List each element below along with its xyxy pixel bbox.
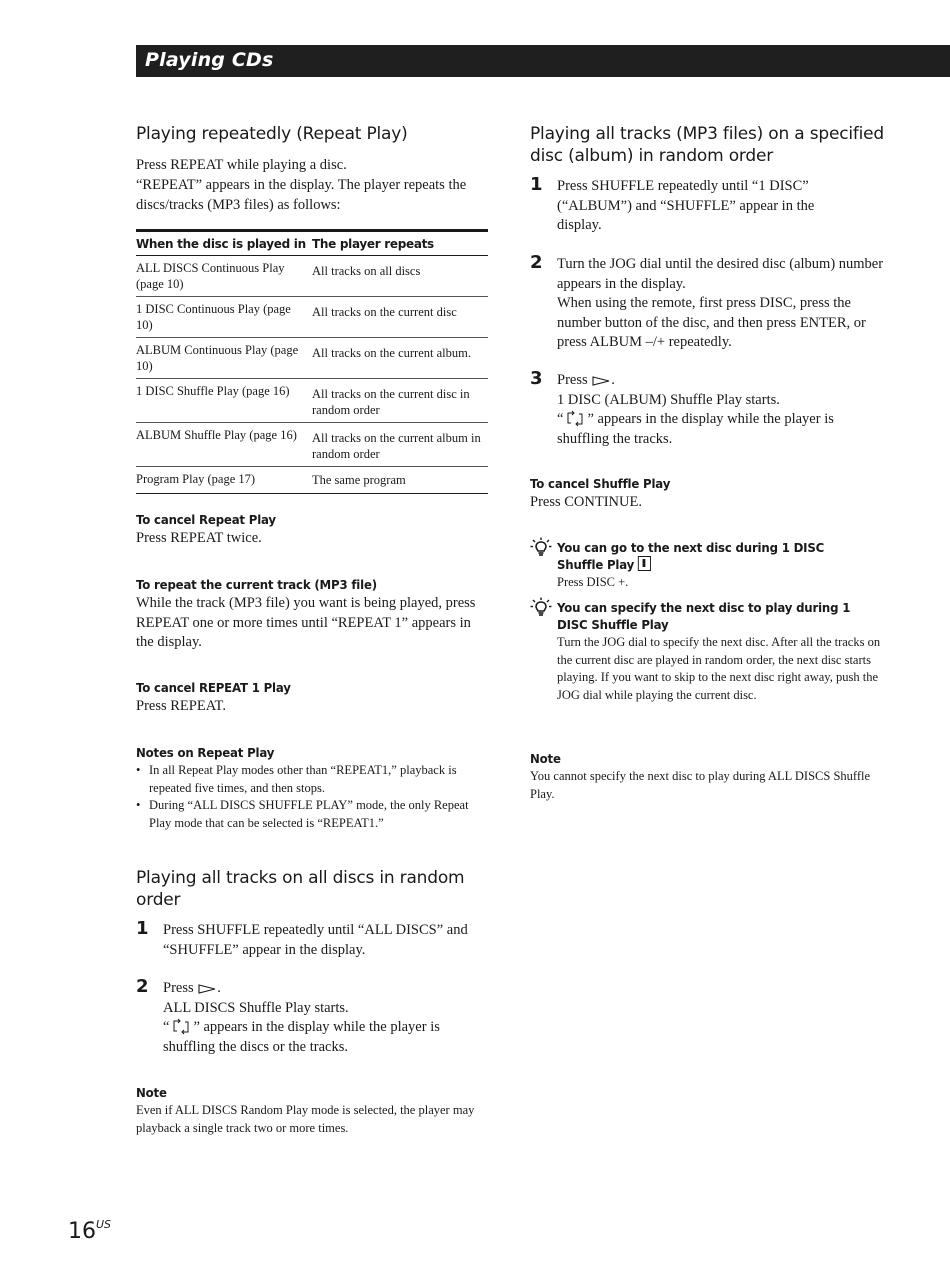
step-text: Turn the JOG dial until the desired disc (album) number appears in the display. <box>557 256 884 292</box>
step-shuffle-line: “ ” appears in the display while the player is shuffling the tracks. <box>557 411 834 447</box>
page-number-value: 16 <box>68 1219 96 1244</box>
step-text: ” appears in the display while the player is shuffling the tracks. <box>557 411 834 447</box>
album-note-text: You cannot specify the next disc to play during ALL DISCS Shuffle Play. <box>530 769 871 801</box>
section-title: Playing CDs <box>145 49 274 71</box>
random-note-text: Even if ALL DISCS Random Play mode is selected, the player may playback a single track two or more times. <box>136 1103 475 1135</box>
cancel-repeat1-text: Press REPEAT. <box>136 698 226 714</box>
tip-2-text: Turn the JOG dial to specify the next disc. After all the tracks on the current disc are played in random order, the next disc starts playing. If you want to skip to the next disc right away, push the JOG dial while playing the current disc. <box>557 635 881 702</box>
play-icon <box>198 984 216 994</box>
repeat-intro-2: “REPEAT” appears in the display. The player repeats the discs/tracks (MP3 files) as follows: <box>136 177 467 213</box>
step-text: ” appears in the display while the player is shuffling the discs or the tracks. <box>163 1019 440 1055</box>
lightbulb-icon <box>530 537 552 559</box>
table-header-row <box>136 231 488 256</box>
step-shuffle-line: “ ” appears in the display while the player is shuffling the discs or the tracks. <box>163 1019 440 1055</box>
cancel-shuffle-text: Press CONTINUE. <box>530 494 642 510</box>
table-row <box>136 256 488 297</box>
shuffle-icon <box>170 1018 192 1035</box>
random-all-heading: Playing all tracks on all discs in random order <box>136 868 465 910</box>
tip-1-heading-text: You can go to the next disc during 1 DISC Shuffle Play <box>557 540 825 572</box>
table-cell: 1 DISC Continuous Play (page 10) <box>136 297 312 338</box>
step-text: 1 DISC (ALBUM) Shuffle Play starts. <box>557 391 780 408</box>
repeat-current-text: While the track (MP3 file) you want is being played, press REPEAT one or more times until “REPEAT 1” appears in the display. <box>136 595 476 650</box>
step-number: 2 <box>530 252 543 273</box>
cancel-repeat-heading: To cancel Repeat Play <box>136 512 276 527</box>
step-body <box>163 979 489 1057</box>
repeat-table <box>136 229 488 494</box>
table-cell: ALL DISCS Continuous Play (page 10) <box>136 256 312 297</box>
cancel-repeat1-heading: To cancel REPEAT 1 Play <box>136 680 291 695</box>
tip-1-heading <box>557 539 867 573</box>
album-random-heading: Playing all tracks (MP3 files) on a specified disc (album) in random order <box>530 124 885 166</box>
notes-heading: Notes on Repeat Play <box>136 745 275 760</box>
table-row <box>136 467 488 494</box>
tip-2 <box>530 597 890 727</box>
table-header: When the disc is played in <box>136 231 312 256</box>
tip-1-text: Press DISC +. <box>557 575 629 589</box>
list-item: • During “ALL DISCS SHUFFLE PLAY” mode, the only Repeat Play mode that can be selected is “REPEAT1.” <box>136 797 480 832</box>
step-press-line: Press . <box>557 372 615 388</box>
step-press-line: Press . <box>163 980 221 996</box>
step-text: When using the remote, first press DISC, press the number button of the disc, and then press ENTER, or press ALBUM –/+ repeatedly. <box>557 295 866 350</box>
notes-list <box>136 762 480 832</box>
step-text: Press SHUFFLE repeatedly until “1 DISC” (“ALBUM”) and “SHUFFLE” appear in the display. <box>557 178 815 233</box>
list-item: • In all Repeat Play modes other than “REPEAT1,” playback is repeated five times, and then stops. <box>136 762 480 797</box>
step-number: 1 <box>530 174 543 195</box>
album-note-heading: Note <box>530 751 561 766</box>
step-text: Press SHUFFLE repeatedly until “ALL DISCS” and “SHUFFLE” appear in the display. <box>163 922 468 958</box>
table-row <box>136 338 488 379</box>
lightbulb-icon <box>530 597 552 619</box>
repeat-current-heading: To repeat the current track (MP3 file) <box>136 577 377 592</box>
tip-1 <box>530 537 890 589</box>
step-number: 1 <box>136 918 149 939</box>
cancel-repeat-text: Press REPEAT twice. <box>136 530 262 546</box>
table-cell: ALBUM Shuffle Play (page 16) <box>136 423 312 467</box>
step-press-text: Press <box>163 980 194 996</box>
step-number: 2 <box>136 976 149 997</box>
cancel-shuffle-heading: To cancel Shuffle Play <box>530 476 671 491</box>
shuffle-icon <box>564 410 586 427</box>
table-cell: The same program <box>312 467 488 494</box>
table-row <box>136 423 488 467</box>
page-number <box>68 1218 111 1244</box>
table-cell: All tracks on the current disc in random order <box>312 379 488 423</box>
table-row <box>136 379 488 423</box>
table-cell: All tracks on the current album. <box>312 338 488 379</box>
step-number: 3 <box>530 368 543 389</box>
table-cell: All tracks on the current album in random order <box>312 423 488 467</box>
table-row <box>136 297 488 338</box>
table-cell: 1 DISC Shuffle Play (page 16) <box>136 379 312 423</box>
table-cell: All tracks on all discs <box>312 256 488 297</box>
step-body <box>557 371 883 449</box>
repeat-table-wrap <box>136 229 488 494</box>
tip-2-heading: You can specify the next disc to play during 1 DISC Shuffle Play <box>557 600 851 632</box>
repeat-intro-1: Press REPEAT while playing a disc. <box>136 157 347 173</box>
random-note-heading: Note <box>136 1085 167 1100</box>
repeat-play-heading: Playing repeatedly (Repeat Play) <box>136 124 408 144</box>
step-press-text: Press <box>557 372 588 388</box>
table-header: The player repeats <box>312 231 488 256</box>
remote-key-icon <box>638 556 651 571</box>
page-number-suffix: US <box>96 1218 112 1231</box>
table-cell: Program Play (page 17) <box>136 467 312 494</box>
step-body <box>557 255 890 353</box>
section-banner <box>136 45 950 77</box>
step-text: ALL DISCS Shuffle Play starts. <box>163 999 349 1016</box>
play-icon <box>592 376 610 386</box>
table-cell: All tracks on the current disc <box>312 297 488 338</box>
table-cell: ALBUM Continuous Play (page 10) <box>136 338 312 379</box>
